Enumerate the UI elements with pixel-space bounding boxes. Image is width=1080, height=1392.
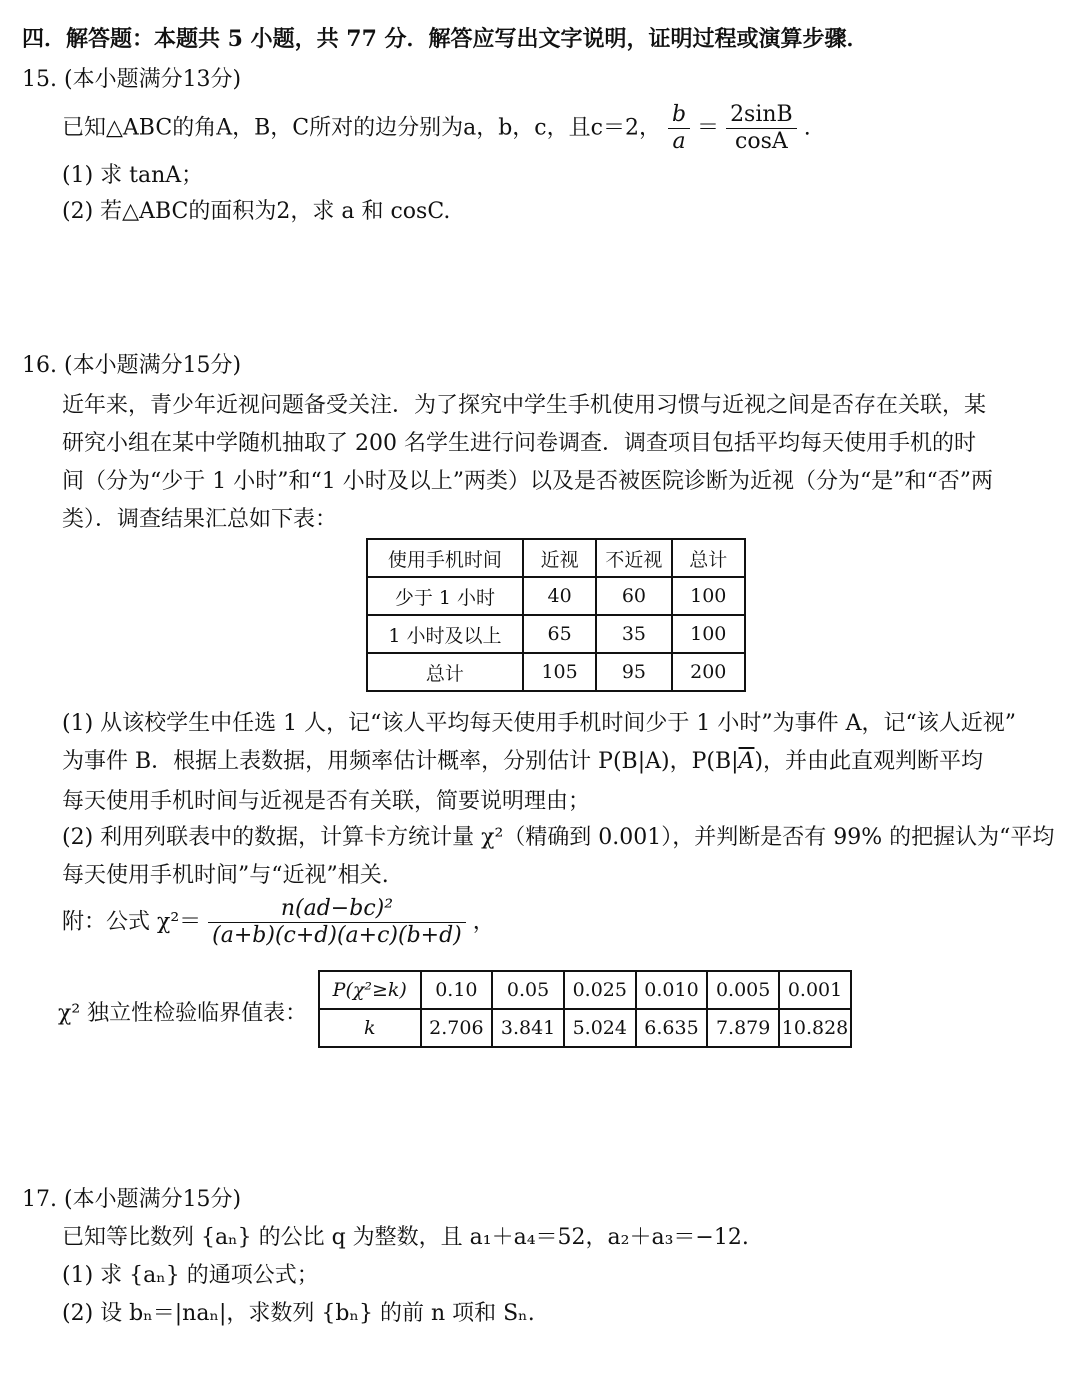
q15-frac-right-num: 2sinB: [726, 102, 797, 129]
table-cell: 105: [523, 653, 596, 691]
q16-part1-line2: [62, 744, 983, 775]
crit-cell: k: [319, 1009, 421, 1047]
formula-denominator: (a+b)(c+d)(a+c)(b+d): [212, 923, 462, 948]
q15-frac-left-den: a: [672, 129, 686, 154]
crit-cell: 0.05: [492, 971, 564, 1009]
contingency-header-cell: 近视: [523, 539, 596, 577]
table-cell: 100: [672, 577, 745, 615]
crit-cell: 5.024: [564, 1009, 636, 1047]
q15-frac-right-den: cosA: [735, 129, 788, 154]
formula-numerator: n(ad−bc)²: [208, 896, 466, 923]
critical-value-table: [318, 970, 852, 1048]
crit-cell: 0.10: [421, 971, 493, 1009]
q15-frac-left-num: b: [668, 102, 690, 129]
table-cell: 95: [596, 653, 671, 691]
q16-part1-line3: 每天使用手机时间与近视是否有关联，简要说明理由；: [62, 789, 591, 814]
contingency-header-row: [367, 539, 745, 577]
crit-cell: 0.010: [636, 971, 708, 1009]
q16-para-line4: 类）．调查结果汇总如下表：: [62, 507, 338, 532]
crit-cell: 6.635: [636, 1009, 708, 1047]
q16-para-line3: 间（分为“少于 1 小时”和“1 小时及以上”两类）以及是否被医院诊断为近视（分为“是”和“否”两: [62, 469, 993, 494]
q16-para-line1: 近年来，青少年近视问题备受关注．为了探究中学生手机使用习惯与近视之间是否存在关联，某: [62, 393, 987, 418]
table-cell: 200: [672, 653, 745, 691]
table-cell: 总计: [367, 653, 523, 691]
q15-part1: (1) 求 tanA；: [62, 163, 204, 188]
crit-cell: P(χ²≥k): [319, 971, 421, 1009]
formula-label: 附：公式 χ²＝: [62, 909, 202, 935]
q15-number: 15. (本小题满分13分): [22, 67, 242, 92]
contingency-header-cell: 不近视: [596, 539, 671, 577]
q15-eq: ＝: [697, 115, 720, 141]
table-cell: 少于 1 小时: [367, 577, 523, 615]
crit-cell: 0.005: [707, 971, 779, 1009]
table-row: [367, 653, 745, 691]
crit-table-label: χ² 独立性检验临界值表：: [58, 1001, 308, 1026]
q16-part1-bar-a: $\overline{A}$: [738, 749, 755, 774]
crit-cell: 0.001: [779, 971, 851, 1009]
q15-fraction-left: [668, 102, 690, 155]
q16-part1-line2b: )，并由此直观判断平均: [754, 749, 984, 774]
crit-cell: 10.828: [779, 1009, 851, 1047]
table-cell: 100: [672, 615, 745, 653]
contingency-header-cell: 使用手机时间: [367, 539, 523, 577]
table-cell: 60: [596, 577, 671, 615]
table-cell: 1 小时及以上: [367, 615, 523, 653]
chi-square-formula: [62, 896, 495, 949]
q15-part2: (2) 若△ABC的面积为2，求 a 和 cosC.: [62, 199, 451, 224]
q17-part1: (1) 求 {aₙ} 的通项公式；: [62, 1263, 319, 1288]
table-row: [367, 577, 745, 615]
q16-part2-line1: (2) 利用列联表中的数据，计算卡方统计量 χ²（精确到 0.001），并判断是否有 99% 的把握认为“平均: [62, 825, 1055, 850]
formula-fraction: [208, 896, 466, 949]
q16-number: 16. (本小题满分15分): [22, 353, 242, 378]
table-cell: 65: [523, 615, 596, 653]
crit-cell: 7.879: [707, 1009, 779, 1047]
crit-cell: 3.841: [492, 1009, 564, 1047]
q16-part1-line2a: 为事件 B．根据上表数据，用频率估计概率，分别估计 P(B|A)，P(B|: [62, 749, 739, 774]
crit-table-row: [319, 1009, 851, 1047]
q15-intro: 已知△ABC的角A，B，C所对的边分别为a，b，c，且c＝2，: [62, 115, 661, 141]
q17-intro: 已知等比数列 {aₙ} 的公比 q 为整数，且 a₁＋a₄＝52，a₂＋a₃＝−12.: [62, 1225, 749, 1250]
q16-part1-line1: (1) 从该校学生中任选 1 人，记“该人平均每天使用手机时间少于 1 小时”为事件 A，记“该人近视”: [62, 711, 1016, 736]
contingency-table: [366, 538, 746, 692]
table-cell: 40: [523, 577, 596, 615]
formula-end: ，: [472, 909, 495, 935]
q16-part2-line2: 每天使用手机时间”与“近视”相关.: [62, 863, 389, 888]
contingency-header-cell: 总计: [672, 539, 745, 577]
q17-number: 17. (本小题满分15分): [22, 1187, 242, 1212]
table-row: [367, 615, 745, 653]
q16-para-line2: 研究小组在某中学随机抽取了 200 名学生进行问卷调查．调查项目包括平均每天使用手机的时: [62, 431, 976, 456]
q15-intro-end: .: [803, 115, 811, 141]
q17-part2: (2) 设 bₙ＝|naₙ|，求数列 {bₙ} 的前 n 项和 Sₙ.: [62, 1301, 535, 1326]
crit-cell: 0.025: [564, 971, 636, 1009]
q15-intro-line: [62, 102, 811, 155]
crit-cell: 2.706: [421, 1009, 493, 1047]
q15-fraction-right: [726, 102, 797, 155]
table-cell: 35: [596, 615, 671, 653]
crit-table-row: [319, 971, 851, 1009]
section-header: 四．解答题：本题共 5 小题，共 77 分．解答应写出文字说明，证明过程或演算步骤．: [22, 26, 869, 52]
